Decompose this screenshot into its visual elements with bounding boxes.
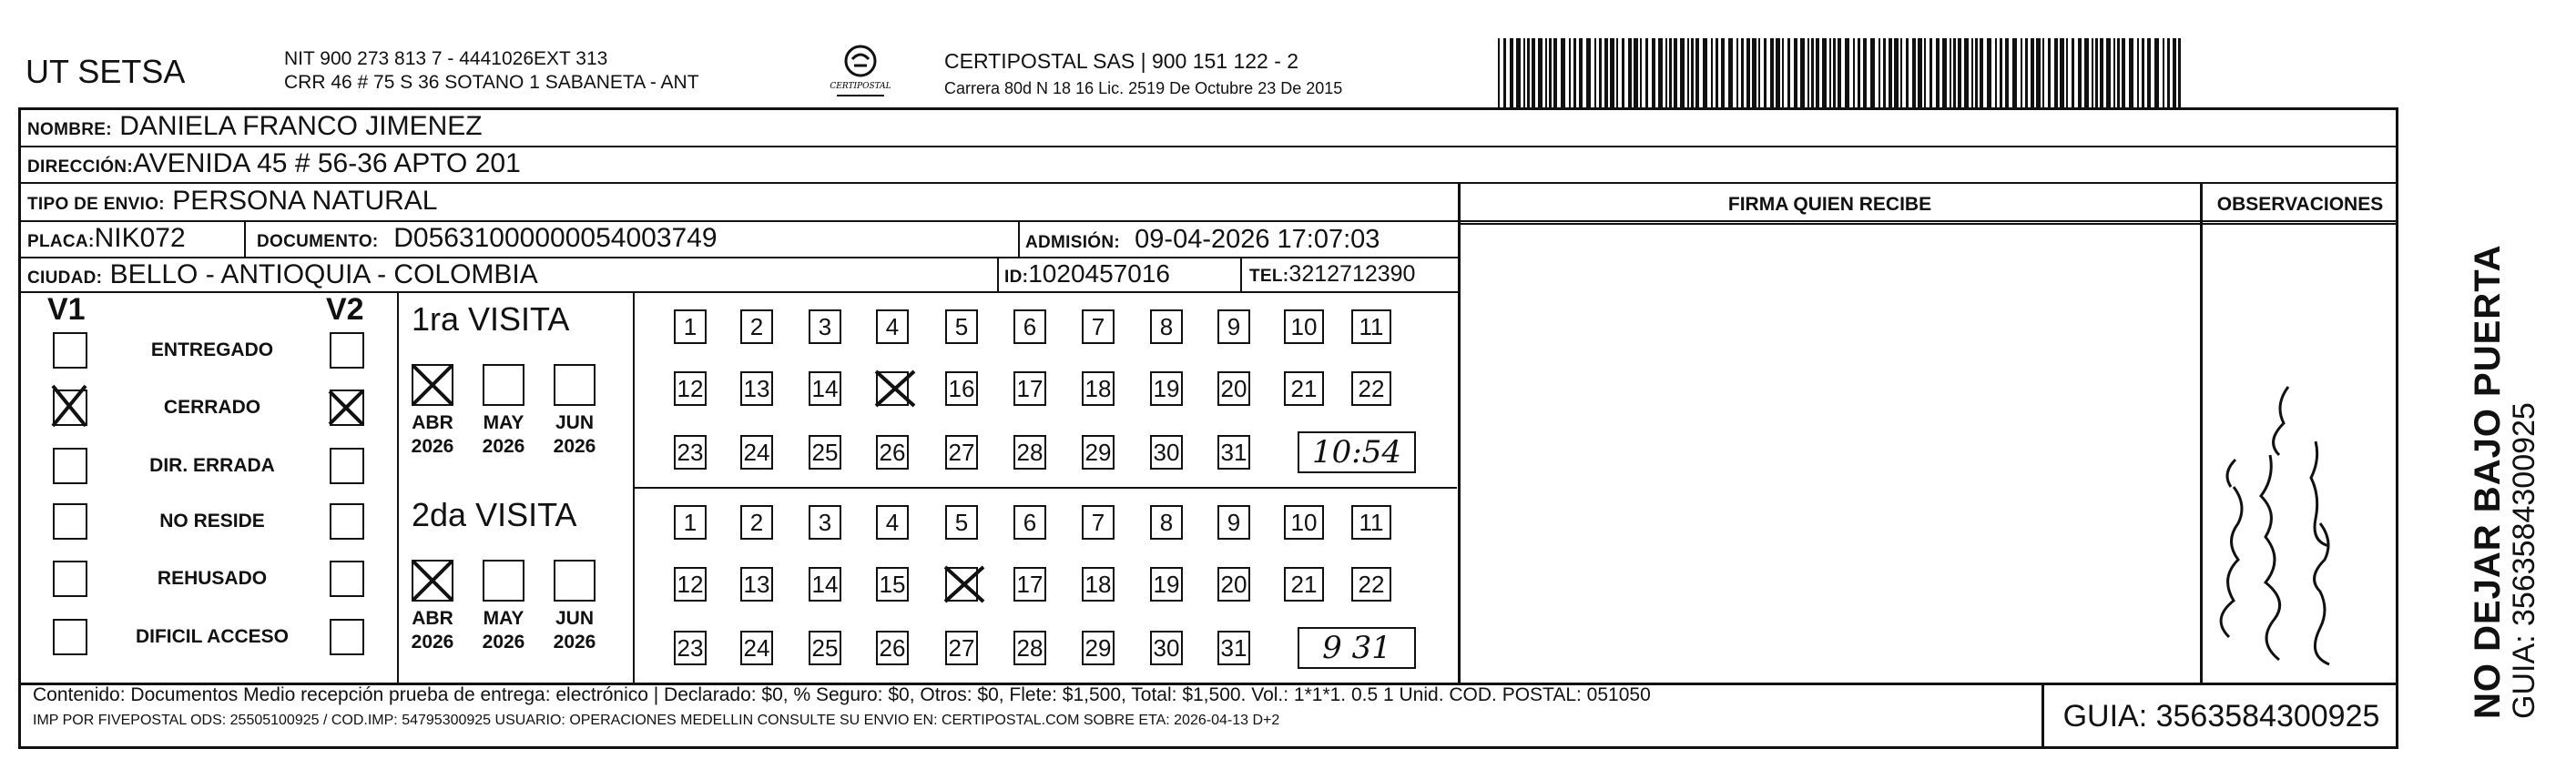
- visit-time[interactable]: 10:54: [1298, 431, 1416, 473]
- v2-checkbox[interactable]: [330, 332, 364, 369]
- month-checkbox[interactable]: [483, 364, 524, 406]
- v1-checkbox[interactable]: [53, 619, 87, 655]
- month-year: 2026: [553, 436, 596, 457]
- nombre-value: DANIELA FRANCO JIMENEZ: [119, 111, 483, 141]
- id-label: ID:: [1004, 268, 1029, 287]
- day-cell[interactable]: 2: [740, 505, 773, 540]
- status-label: REHUSADO: [157, 568, 268, 589]
- barcode: [1498, 38, 2181, 109]
- logo-icon: [824, 41, 897, 101]
- logo-text: CERTIPOSTAL: [830, 82, 891, 91]
- month-name: MAY: [483, 412, 524, 433]
- rule-ciudad-id: [997, 257, 999, 291]
- day-cell[interactable]: 24: [740, 435, 773, 470]
- nit-line: NIT 900 273 813 7 - 4441026EXT 313: [284, 48, 608, 69]
- day-cell[interactable]: 31: [1217, 631, 1250, 665]
- documento-value: D05631000000054003749: [393, 223, 718, 253]
- side-guia: GUIA: 3563584300925: [2507, 402, 2541, 719]
- day-cell[interactable]: 22: [1351, 567, 1391, 602]
- firma-header: FIRMA QUIEN RECIBE: [1727, 194, 1932, 215]
- month-year: 2026: [553, 632, 596, 653]
- rule-status-visit: [397, 291, 399, 683]
- v1-checkbox[interactable]: [53, 503, 87, 540]
- day-cell[interactable]: 12: [674, 371, 707, 406]
- day-cell[interactable]: 19: [1150, 371, 1183, 406]
- month-label: [401, 411, 464, 459]
- day-cell[interactable]: 4: [876, 505, 909, 540]
- id-value: 1020457016: [1028, 259, 1170, 288]
- month-checkbox[interactable]: [554, 364, 596, 406]
- row-nombre: [27, 111, 483, 142]
- rule-id-tel: [1240, 257, 1242, 291]
- day-cell[interactable]: 31: [1217, 435, 1250, 470]
- v1-checkbox[interactable]: [53, 332, 87, 369]
- day-cell[interactable]: 25: [809, 631, 841, 665]
- day-cell[interactable]: 13: [740, 371, 773, 406]
- day-cell[interactable]: 5: [945, 505, 978, 540]
- day-cell[interactable]: 15: [876, 567, 909, 602]
- month-label: [401, 607, 464, 654]
- month-name: JUN: [555, 412, 594, 433]
- day-cell[interactable]: 20: [1217, 567, 1250, 602]
- month-label: [472, 411, 535, 459]
- address-line: CRR 46 # 75 S 36 SOTANO 1 SABANETA - ANT: [284, 72, 699, 93]
- admision-value: 09-04-2026 17:07:03: [1135, 225, 1380, 254]
- status-label: ENTREGADO: [150, 339, 274, 360]
- rule-placa: [20, 257, 1459, 258]
- visit-time[interactable]: 9 31: [1298, 627, 1416, 669]
- month-year: 2026: [482, 632, 525, 653]
- visit-title: 2da VISITA: [412, 496, 577, 533]
- month-year: 2026: [411, 436, 454, 457]
- month-year: 2026: [482, 436, 525, 457]
- month-name: ABR: [412, 412, 453, 433]
- footer-guia: GUIA: 3563584300925: [2041, 684, 2398, 749]
- day-cell[interactable]: 30: [1150, 435, 1183, 470]
- day-cell[interactable]: 21: [1284, 371, 1324, 406]
- row-documento: [257, 223, 718, 254]
- day-cell[interactable]: 20: [1217, 371, 1250, 406]
- waybill-header: [0, 0, 2576, 109]
- month-label: [543, 411, 606, 459]
- day-cell[interactable]: 7: [1082, 309, 1115, 344]
- month-checkbox[interactable]: [483, 560, 524, 602]
- certipostal-info: [944, 47, 1342, 102]
- month-name: MAY: [483, 608, 524, 629]
- month-name: JUN: [555, 608, 594, 629]
- tel-value: 3212712390: [1288, 261, 1416, 287]
- month-check-mark: [412, 560, 453, 602]
- documento-label: DOCUMENTO:: [257, 232, 379, 251]
- day-cell[interactable]: 11: [1351, 309, 1391, 344]
- visit-title: 1ra VISITA: [412, 300, 570, 338]
- day-mark: [943, 565, 985, 603]
- day-cell[interactable]: 18: [1082, 567, 1115, 602]
- rule-visit-divider: [633, 487, 1457, 489]
- side-instruction: NO DEJAR BAJO PUERTA: [2468, 244, 2508, 719]
- day-cell[interactable]: 1: [674, 309, 707, 344]
- rule-tipo: [20, 220, 2398, 222]
- day-cell[interactable]: 24: [740, 631, 773, 665]
- day-cell[interactable]: 1: [674, 505, 707, 540]
- admision-label: ADMISIÓN:: [1025, 233, 1121, 252]
- footer-print-info: IMP POR FIVEPOSTAL ODS: 25505100925 / COD.IMP: 54795300925 USUARIO: OPERACIONES MEDELLIN CONSULTE SU ENVIO EN: CERTIPOSTAL.COM SOBRE ETA: 2026-04-13 D+2: [33, 713, 1280, 728]
- status-label: DIR. ERRADA: [149, 455, 275, 476]
- day-cell[interactable]: 2: [740, 309, 773, 344]
- day-mark: [874, 369, 916, 408]
- v1-check-mark: [51, 384, 87, 428]
- day-cell[interactable]: 17: [1013, 371, 1046, 406]
- direccion-label: DIRECCIÓN:: [27, 157, 133, 177]
- day-cell[interactable]: 12: [674, 567, 707, 602]
- day-cell[interactable]: 8: [1150, 309, 1183, 344]
- tipo-label: TIPO DE ENVIO:: [27, 195, 165, 214]
- day-cell[interactable]: 3: [809, 309, 841, 344]
- day-cell[interactable]: 22: [1351, 371, 1391, 406]
- day-cell[interactable]: 28: [1013, 631, 1046, 665]
- row-direccion: [27, 148, 521, 179]
- row-id: [1004, 259, 1170, 288]
- day-cell[interactable]: 5: [945, 309, 978, 344]
- rule-firma-header: [1458, 223, 2201, 225]
- day-cell[interactable]: 4: [876, 309, 909, 344]
- day-cell[interactable]: 26: [876, 435, 909, 470]
- placa-label: PLACA:: [27, 232, 95, 251]
- status-label: DIFICIL ACCESO: [135, 626, 289, 647]
- day-cell[interactable]: 27: [945, 631, 978, 665]
- nombre-label: NOMBRE:: [27, 120, 112, 139]
- day-cell[interactable]: 23: [674, 435, 707, 470]
- v2-checkbox[interactable]: [330, 503, 364, 540]
- observaciones-header: OBSERVACIONES: [2216, 194, 2384, 215]
- company-nit-address: [284, 47, 699, 95]
- day-cell[interactable]: 27: [945, 435, 978, 470]
- ciudad-value: BELLO - ANTIOQUIA - COLOMBIA: [109, 259, 538, 289]
- month-year: 2026: [411, 632, 454, 653]
- certipostal-nit: CERTIPOSTAL SAS | 900 151 122 - 2: [944, 49, 1299, 73]
- rule-ciudad: [20, 291, 1459, 293]
- rule-months-days: [633, 291, 635, 683]
- day-cell[interactable]: 7: [1082, 505, 1115, 540]
- day-cell[interactable]: 10: [1284, 309, 1324, 344]
- day-cell[interactable]: 14: [809, 567, 841, 602]
- observations-handwriting: [2193, 273, 2375, 673]
- certipostal-license: Carrera 80d N 18 16 Lic. 2519 De Octubre 23 De 2015: [944, 79, 1343, 97]
- footer-contents: Contenido: Documentos Medio recepción prueba de entrega: electrónico | Declarado: $0, % Seguro: $0, Otros: $0, Flete: $1,500, Total: $1,500. Vol.: 1*1*1. 0.5 1 Unid. COD. POSTAL: 051050: [33, 684, 1651, 705]
- day-cell[interactable]: 9: [1217, 309, 1250, 344]
- firma-area[interactable]: [1461, 226, 2198, 681]
- day-cell[interactable]: 21: [1284, 567, 1324, 602]
- v2-checkbox[interactable]: [330, 619, 364, 655]
- direccion-value: AVENIDA 45 # 56-36 APTO 201: [132, 148, 521, 178]
- tel-label: TEL:: [1249, 267, 1289, 286]
- row-placa: [27, 223, 186, 254]
- rule-obs-header: [2202, 223, 2398, 225]
- company-name: UT SETSA: [25, 53, 186, 90]
- rule-direccion: [20, 182, 2398, 184]
- row-ciudad: [27, 259, 538, 290]
- v2-checkbox[interactable]: [330, 561, 364, 597]
- day-cell[interactable]: 6: [1013, 505, 1046, 540]
- day-cell[interactable]: 29: [1082, 631, 1115, 665]
- day-cell[interactable]: 29: [1082, 435, 1115, 470]
- day-cell[interactable]: 8: [1150, 505, 1183, 540]
- ciudad-label: CIUDAD:: [27, 268, 103, 288]
- row-tipo: [27, 186, 437, 217]
- rule-doc-adm: [1018, 220, 1020, 257]
- v1-checkbox[interactable]: [53, 448, 87, 484]
- day-cell[interactable]: 28: [1013, 435, 1046, 470]
- day-cell[interactable]: 25: [809, 435, 841, 470]
- day-cell[interactable]: 9: [1217, 505, 1250, 540]
- day-cell[interactable]: 11: [1351, 505, 1391, 540]
- day-cell[interactable]: 6: [1013, 309, 1046, 344]
- day-cell[interactable]: 23: [674, 631, 707, 665]
- month-check-mark: [412, 364, 453, 406]
- rule-nombre: [20, 146, 2398, 147]
- day-cell[interactable]: 18: [1082, 371, 1115, 406]
- month-checkbox[interactable]: [554, 560, 596, 602]
- v1-checkbox[interactable]: [53, 561, 87, 597]
- month-label: [543, 607, 606, 654]
- month-label: [472, 607, 535, 654]
- certipostal-logo: [824, 41, 897, 101]
- status-label: CERRADO: [163, 397, 261, 418]
- day-cell[interactable]: 17: [1013, 567, 1046, 602]
- rule-placa-doc: [244, 220, 246, 257]
- v2-header: V2: [326, 292, 364, 327]
- v2-check-mark: [328, 390, 364, 426]
- day-cell[interactable]: 3: [809, 505, 841, 540]
- day-cell[interactable]: 10: [1284, 505, 1324, 540]
- day-cell[interactable]: 14: [809, 371, 841, 406]
- tipo-value: PERSONA NATURAL: [172, 186, 438, 216]
- day-cell[interactable]: 13: [740, 567, 773, 602]
- day-cell[interactable]: 16: [945, 371, 978, 406]
- v1-header: V1: [47, 292, 86, 327]
- day-cell[interactable]: 30: [1150, 631, 1183, 665]
- month-name: ABR: [412, 608, 453, 629]
- row-tel: [1249, 261, 1415, 288]
- row-admision: [1025, 225, 1380, 255]
- day-cell[interactable]: 26: [876, 631, 909, 665]
- placa-value: NIK072: [94, 223, 186, 253]
- v2-checkbox[interactable]: [330, 448, 364, 484]
- status-label: NO RESIDE: [159, 511, 265, 531]
- side-vertical-text: [2468, 244, 2542, 719]
- day-cell[interactable]: 19: [1150, 567, 1183, 602]
